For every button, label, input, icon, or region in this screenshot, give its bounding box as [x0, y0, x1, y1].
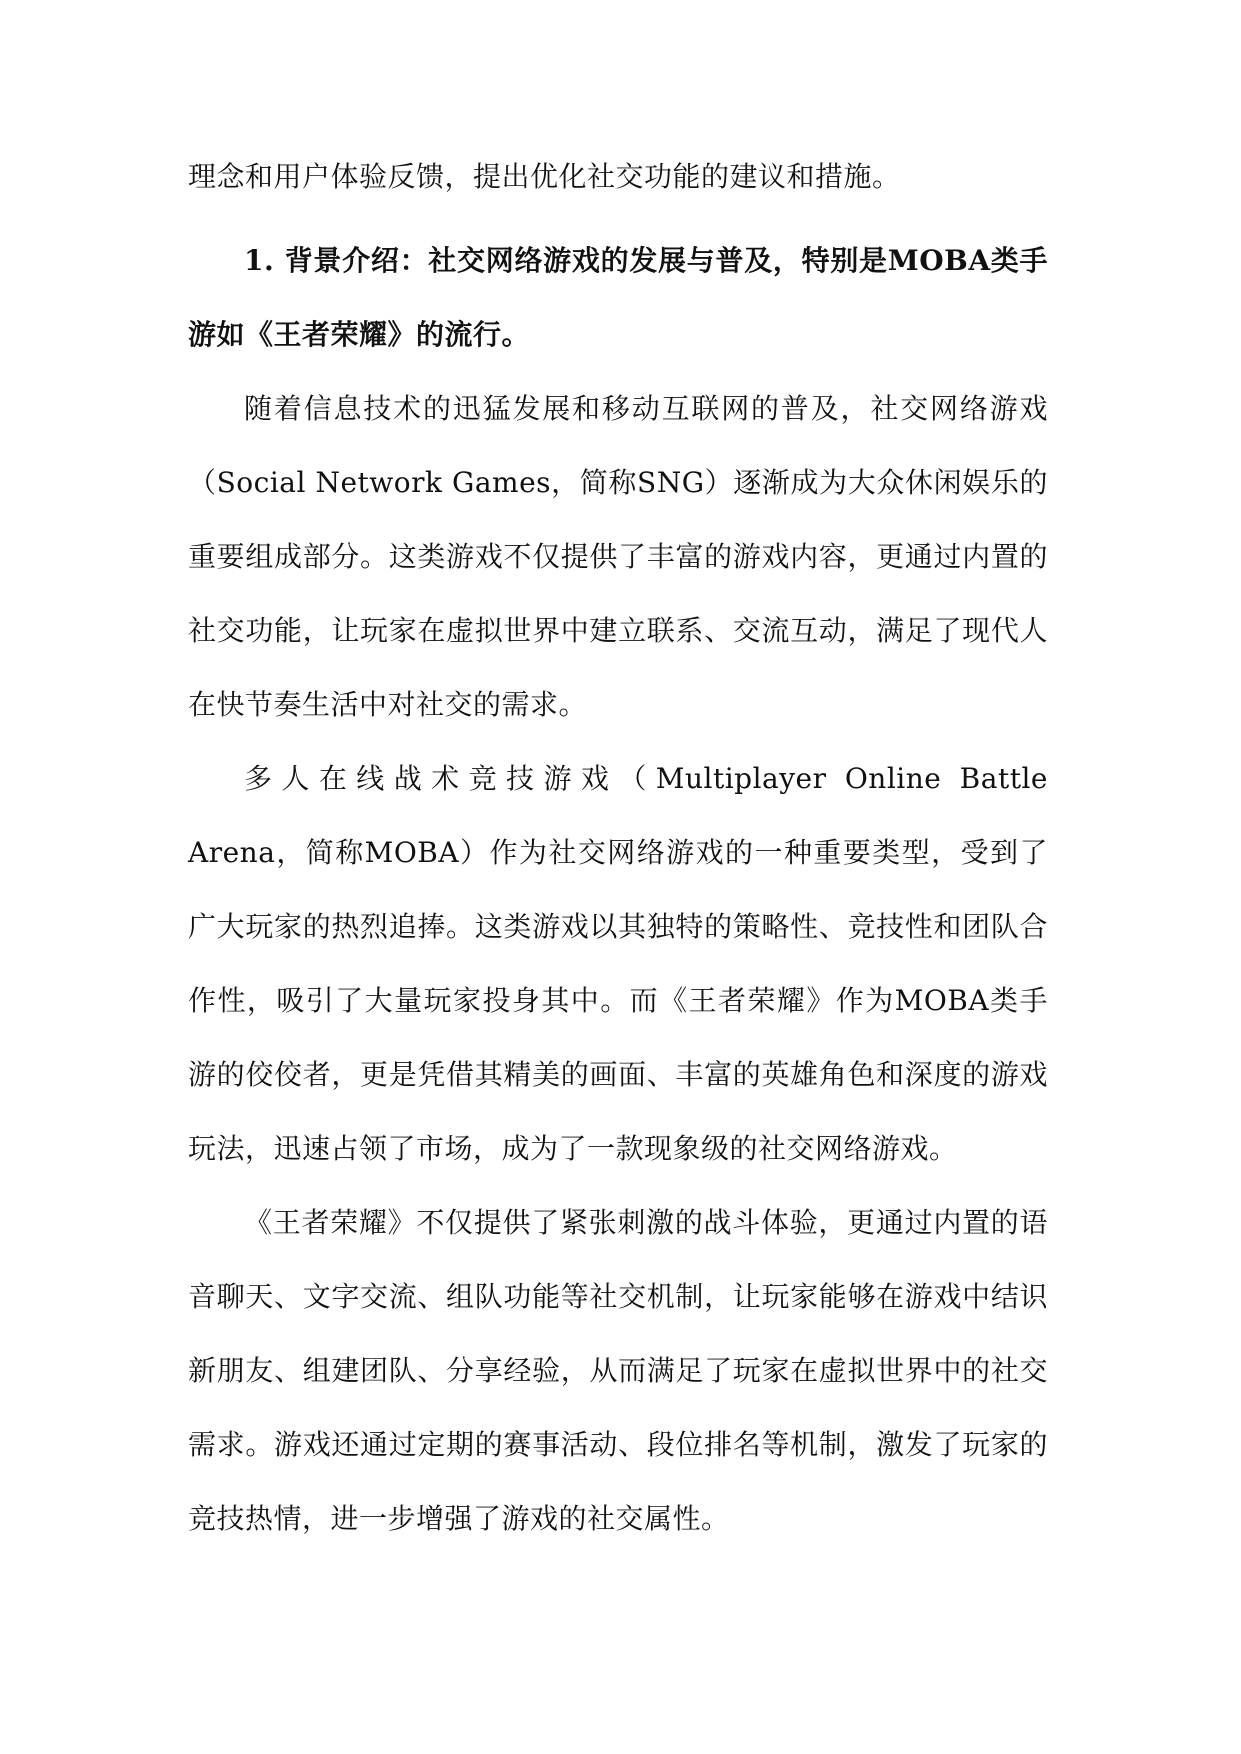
section-heading: 1. 背景介绍：社交网络游戏的发展与普及，特别是MOBA类手游如《王者荣耀》的流行。: [188, 244, 1048, 351]
continued-paragraph: 理念和用户体验反馈，提出优化社交功能的建议和措施。: [188, 160, 901, 193]
document-body: [188, 140, 1048, 1556]
paragraph-sng-background: 随着信息技术的迅猛发展和移动互联网的普及，社交网络游戏（Social Network Games，简称SNG）逐渐成为大众休闲娱乐的重要组成部分。这类游戏不仅提供了丰富的游戏内容，更通过内置的社交功能，让玩家在虚拟世界中建立联系、交流互动，满足了现代人在快节奏生活中对社交的需求。: [188, 392, 1048, 721]
paragraph-social-features: 《王者荣耀》不仅提供了紧张刺激的战斗体验，更通过内置的语音聊天、文字交流、组队功能等社交机制，让玩家能够在游戏中结识新朋友、组建团队、分享经验，从而满足了玩家在虚拟世界中的社交需求。游戏还通过定期的赛事活动、段位排名等机制，激发了玩家的竞技热情，进一步增强了游戏的社交属性。: [188, 1206, 1048, 1535]
paragraph-moba-popularity: 多人在线战术竞技游戏（Multiplayer Online Battle Arena，简称MOBA）作为社交网络游戏的一种重要类型，受到了广大玩家的热烈追捧。这类游戏以其独特的策略性、竞技性和团队合作性，吸引了大量玩家投身其中。而《王者荣耀》作为MOBA类手游的佼佼者，更是凭借其精美的画面、丰富的英雄角色和深度的游戏玩法，迅速占领了市场，成为了一款现象级的社交网络游戏。: [188, 762, 1048, 1165]
